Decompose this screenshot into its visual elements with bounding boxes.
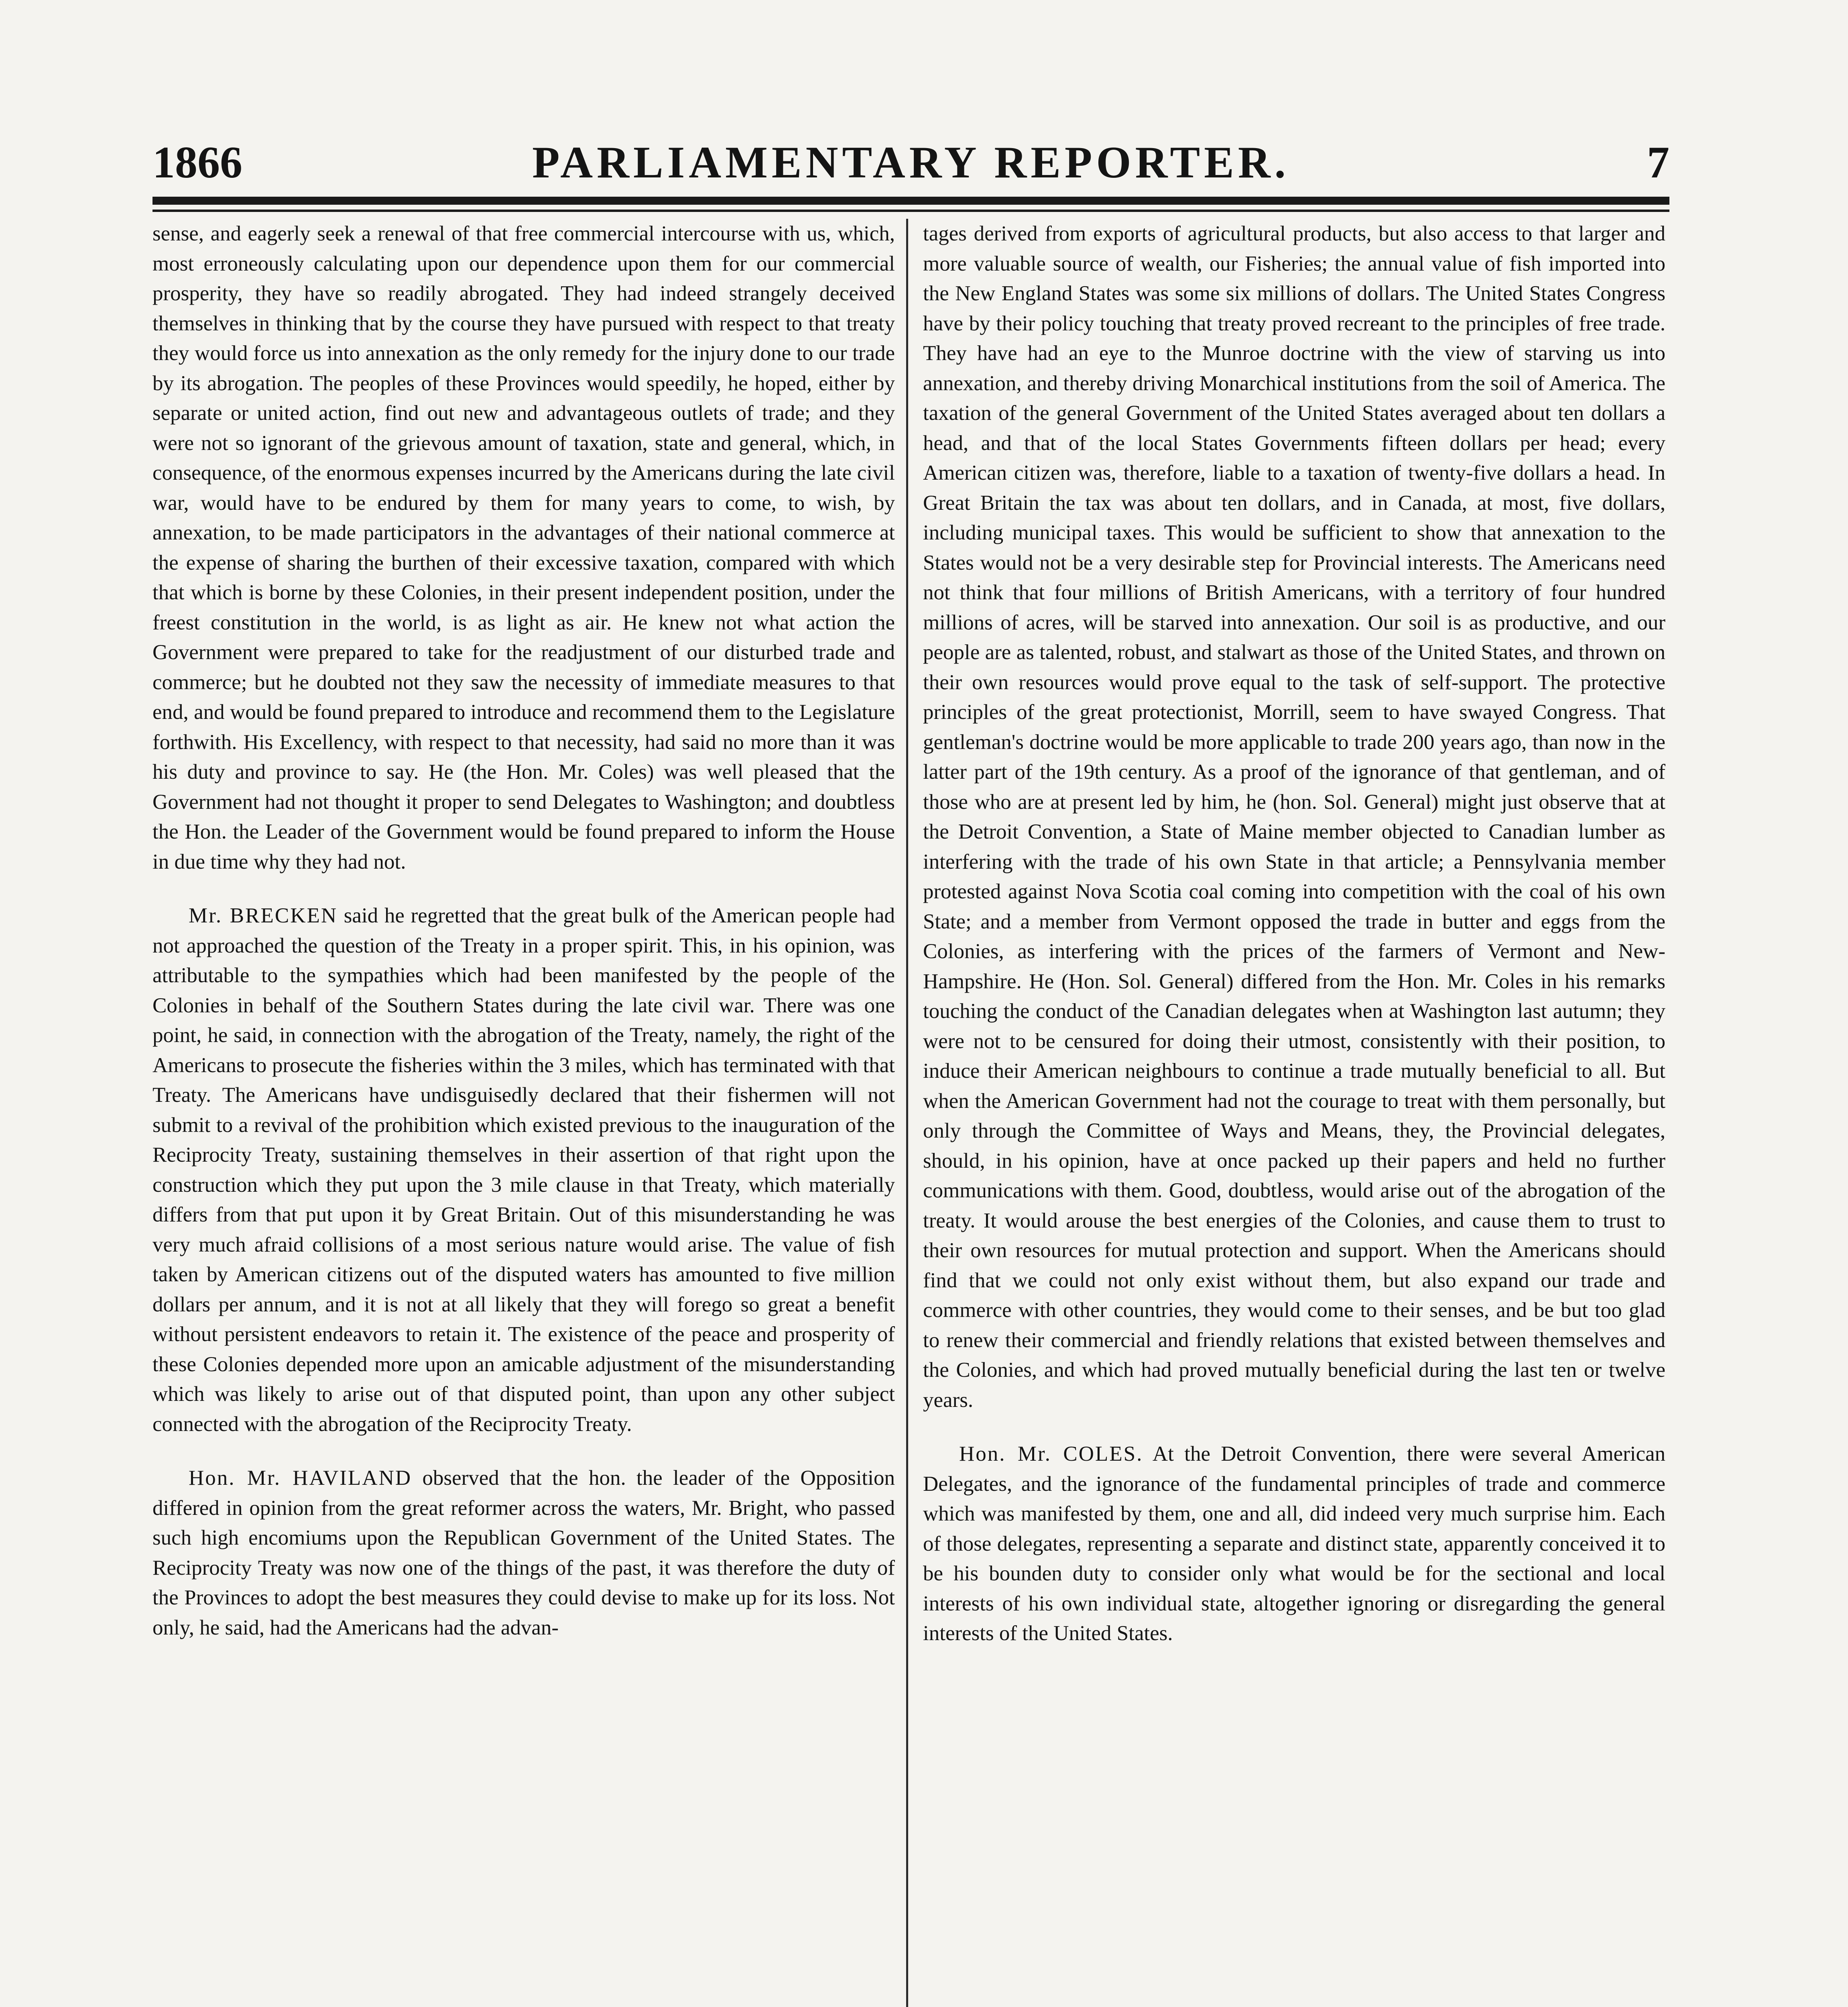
header-rule-thick [152,197,1669,205]
speaker-brecken: Mr. BRECKEN [189,904,338,927]
right-column [923,219,1665,2007]
page-header [152,132,1669,193]
right-paragraph-1: tages derived from exports of agricultural products, but also access to that larger and more valuable source of wealth, our Fisheries; the annual value of fish imported into the New England States was some six millions of dollars. The United States Congress have by their policy touching that treaty proved recreant to the principles of free trade. They have had an eye to the Munroe doctrine with the view of starving us into annexation, and thereby driving Monarchical institutions from the soil of America. The taxation of the general Government of the United States averaged about ten dollars a head, and that of the local States Governments fifteen dollars per head; every American citizen was, therefore, liable to a taxation of twenty-five dollars a head. In Great Britain the tax was about ten dollars, and in Canada, at most, five dollars, including municipal taxes. This would be sufficient to show that annexation to the States would not be a very desirable step for Provincial interests. The Americans need not think that four millions of British Americans, with a territory of four hundred millions of acres, will be starved into annexation. Our soil is as productive, and our people are as talented, robust, and stalwart as those of the United States, and thrown on their own resources would prove equal to the task of self-support. The protective principles of the great protectionist, Morrill, seem to have swayed Congress. That gentleman's doctrine would be more applicable to trade 200 years ago, than now in the latter part of the 19th century. As a proof of the ignorance of that gentleman, and of those who are at present led by him, he (hon. Sol. General) might just observe that at the Detroit Convention, a State of Maine member objected to Canadian lumber as interfering with the trade of his own State in that article; a Pennsylvania member protested against Nova Scotia coal coming into competition with the coal of his own State; and a member from Vermont opposed the trade in butter and eggs from the Colonies, as interfering with the prices of the farmers of Vermont and New-Hampshire. He (Hon. Sol. General) differed from the Hon. Mr. Coles in his remarks touching the conduct of the Canadian delegates when at Washington last autumn; they were not to be censured for doing their utmost, consistently with their position, to induce their American neighbours to continue a trade mutually beneficial to all. But when the American Government had not the courage to treat with them personally, but only through the Committee of Ways and Means, they, the Provincial delegates, should, in his opinion, have at once packed up their papers and held no further communications with them. Good, doubtless, would arise out of the abrogation of the treaty. It would arouse the best energies of the Colonies, and cause them to trust to their own resources for mutual protection and support. When the Americans should find that we could not only exist without them, but also expand our trade and commerce with other countries, they would come to their senses, and be but too glad to renew their commercial and friendly relations that existed between themselves and the Colonies, and which had proved mutually beneficial during the last ten or twelve years. [923,222,1665,1412]
right-paragraph-2-body: At the Detroit Convention, there were several American Delegates, and the ignorance of the fundamental principles of trade and commerce which was manifested by them, one and all, did indeed very much surprise him. Each of those delegates, representing a separate and distinct state, apparently conceived it to be his bounden duty to consider only what would be for the sectional and local interests of his own individual state, altogether ignoring or disregarding the general interests of the United States. [923,1442,1665,1645]
left-paragraph-3 [152,1463,895,1643]
left-column [152,219,895,2007]
header-title: PARLIAMENTARY REPORTER. [532,138,1290,187]
speaker-haviland: Hon. Mr. HAVILAND [189,1466,412,1490]
left-paragraph-3-body: observed that the hon. the leader of the Opposition differed in opinion from the great reformer across the waters, Mr. Bright, who passed such high encomiums upon the Republican Government of the United States. The Reciprocity Treaty was now one of the things of the past, it was therefore the duty of the Provinces to adopt the best measures they could devise to make up for its loss. Not only, he said, had the Americans had the advan- [152,1466,895,1639]
left-paragraph-2 [152,901,895,1439]
header-rule-thin [152,210,1669,212]
right-paragraph-2 [923,1439,1665,1649]
header-page-number: 7 [1647,138,1669,187]
left-paragraph-2-body: said he regretted that the great bulk of the American people had not approached the question of the Treaty in a proper spirit. This, in his opinion, was attributable to the sympathies which had been manifested by the people of the Colonies in behalf of the Southern States during the late civil war. There was one point, he said, in connection with the abrogation of the Treaty, namely, the right of the Americans to prosecute the fisheries within the 3 miles, which has terminated with that Treaty. The Americans have undisguisedly declared that their fishermen will not submit to a revival of the prohibition which existed previous to the inauguration of the Reciprocity Treaty, sustaining themselves in their assertion of that right upon the construction which they put upon the 3 mile clause in that Treaty, which materially differs from that put upon it by Great Britain. Out of this misunderstanding he was very much afraid collisions of a most serious nature would arise. The value of fish taken by American citizens out of the disputed waters has amounted to five million dollars per annum, and it is not at all likely that they will forego so great a benefit without persistent endeavors to retain it. The existence of the peace and prosperity of these Colonies depended more upon an amicable adjustment of the misunderstanding which was likely to arise out of that disputed point, than upon any other subject connected with the abrogation of the Reciprocity Treaty. [152,904,895,1436]
speaker-coles: Hon. Mr. COLES. [959,1442,1143,1466]
column-divider [906,219,908,2007]
left-paragraph-1: sense, and eagerly seek a renewal of that free commercial intercourse with us, which, most erroneously calculating upon our dependence upon them for our commercial prosperity, they have so readily abrogated. They had indeed strangely deceived themselves in thinking that by the course they have pursued with respect to that treaty they would force us into annexation as the only remedy for the injury done to our trade by its abrogation. The peoples of these Provinces would speedily, he hoped, either by separate or united action, find out new and advantageous outlets of trade; and they were not so ignorant of the grievous amount of taxation, state and general, which, in consequence, of the enormous expenses incurred by the Americans during the late civil war, would have to be endured by them for many years to come, to wish, by annexation, to be made participators in the advantages of their national commerce at the expense of sharing the burthen of their excessive taxation, compared with which that which is borne by these Colonies, in their present independent position, under the freest constitution in the world, is as light as air. He knew not what action the Government were prepared to take for the readjustment of our disturbed trade and commerce; but he doubted not they saw the necessity of immediate measures to that end, and would be found prepared to introduce and recommend them to the Legislature forthwith. His Excellency, with respect to that necessity, had said no more than it was his duty and province to say. He (the Hon. Mr. Coles) was well pleased that the Government had not thought it proper to send Delegates to Washington; and doubtless the Hon. the Leader of the Government would be found prepared to inform the House in due time why they had not. [152,222,895,873]
header-year: 1866 [152,138,242,187]
